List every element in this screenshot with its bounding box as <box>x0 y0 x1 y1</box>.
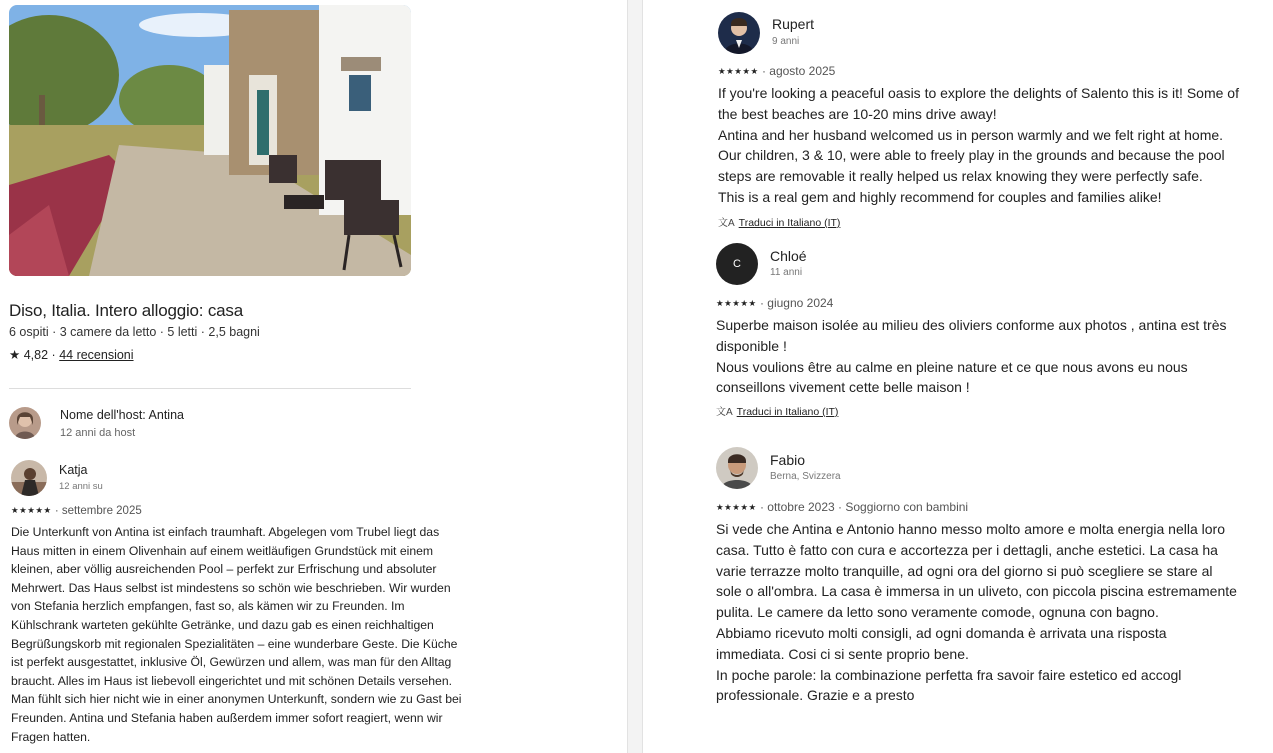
review-line: conseillons vivement cette belle maison ! <box>716 379 970 396</box>
review-line: If you're looking a peaceful oasis to explore the delights of Salento this is it! Some of <box>718 85 1239 101</box>
page-gutter <box>627 0 643 753</box>
review-rating-chloe <box>716 296 833 310</box>
review-rating-fabio <box>716 500 968 514</box>
reviewer-sub-rupert: 9 anni <box>772 36 800 47</box>
translate-icon: 文A <box>716 407 733 418</box>
reviewer-sub-fabio: Berna, Svizzera <box>770 471 841 482</box>
listing-title: Diso, Italia. Intero alloggio: casa <box>9 301 243 320</box>
listing-photo[interactable] <box>9 5 411 276</box>
section-divider <box>9 388 411 389</box>
listing-rating <box>9 347 134 362</box>
review-line: Antina and her husband welcomed us in person warmly and we felt right at home. <box>718 126 1224 143</box>
review-line: This is a real gem and highly recommend for couples and families alike! <box>718 188 1162 205</box>
review-line: Begrüßungskorb mit regionalen Spezialitäten – eine wunderbare Geste. Die Küche <box>11 636 458 651</box>
review-line: Si vede che Antina e Antonio hanno messo molto amore e molta energia nella loro <box>716 521 1225 537</box>
reviewer-name-rupert: Rupert <box>772 16 815 32</box>
review-line: Our children, 3 & 10, were able to freely play in the grounds and because the pool <box>718 147 1225 164</box>
translate-link-chloe[interactable] <box>716 403 838 418</box>
reviewer-avatar-chloe[interactable] <box>716 243 758 285</box>
reviewer-name-katja: Katja <box>59 463 88 477</box>
reviewer-avatar-fabio[interactable] <box>716 447 758 489</box>
review-rating-rupert <box>718 64 835 78</box>
left-page <box>0 0 627 753</box>
review-line: disponible ! <box>716 337 787 354</box>
rating-separator: · <box>51 348 56 362</box>
reviewer-avatar-rupert[interactable] <box>718 12 760 54</box>
five-stars-icon: ★★★★★ <box>11 505 52 515</box>
review-line: Man fühlt sich hier nicht wie in einer anonymen Unterkunft, sondern wie zu Gast bei <box>11 692 462 707</box>
host-avatar[interactable] <box>9 407 41 439</box>
star-icon: ★ <box>9 348 21 362</box>
five-stars-icon: ★★★★★ <box>716 298 757 308</box>
right-page <box>643 0 1273 753</box>
review-date: · giugno 2024 <box>759 296 834 310</box>
review-line: Kühlschrank warteten gekühlte Getränke, und dazu gab es einen reichhaltigen <box>11 617 434 632</box>
review-text-katja <box>11 523 462 746</box>
review-line: Freunden. Antina und Stefania haben außerdem immer sofort reagiert, wenn wir <box>11 710 443 725</box>
reviews-link[interactable]: 44 recensioni <box>59 348 134 362</box>
review-line: Haus mitten in einem Olivenhain auf einem weitläufigen Grundstück mit einem <box>11 543 434 558</box>
review-line: Superbe maison isolée au milieu des oliviers conforme aux photos , antina est très <box>716 317 1227 333</box>
translate-label: Traduci in Italiano (IT) <box>738 217 841 229</box>
review-line: professionale. Grazie e a presto <box>716 687 915 704</box>
reviewer-sub-chloe: 11 anni <box>770 267 803 278</box>
review-line: In poche parole: la combinazione perfetta fra savoir faire estetico ed accogl <box>716 666 1182 683</box>
reviewer-name-chloe: Chloé <box>770 248 807 264</box>
review-date: · ottobre 2023 · Soggiorno con bambini <box>759 500 969 514</box>
review-rating-katja <box>11 505 142 517</box>
review-line: ist perfekt ausgestattet, inklusive Öl, Gewürzen und allem, was man für den Alltag <box>11 655 452 670</box>
review-line: Mehrwert. Das Haus selbst ist mindestens so schön wie beschrieben. Wir wurden <box>11 580 451 595</box>
review-text-rupert <box>718 83 1239 208</box>
review-line: the best beaches are 10-20 mins drive away! <box>718 105 997 122</box>
five-stars-icon: ★★★★★ <box>718 66 759 76</box>
review-date: · agosto 2025 <box>761 64 836 78</box>
review-line: Abbiamo ricevuto molti consigli, ad ogni domanda è arrivata una risposta <box>716 624 1167 641</box>
review-line: Die Unterkunft von Antina ist einfach traumhaft. Abgelegen vom Trubel liegt das <box>11 525 440 539</box>
review-line: immediata. Cosi ci si sente proprio bene. <box>716 645 969 662</box>
translate-link-rupert[interactable] <box>718 214 840 229</box>
review-text-fabio <box>716 519 1237 706</box>
review-line: Fragen hatten. <box>11 729 91 744</box>
reviewer-name-fabio: Fabio <box>770 452 806 468</box>
review-line: Nous voulions être au calme en pleine nature et ce que nous avons eu nous <box>716 358 1188 375</box>
review-line: kleinen, aber völlig ausreichenden Pool – perfekt zur Erfrischung und absoluter <box>11 562 437 577</box>
review-line: varie terrazze molto tranquille, ad ogni ora del giorno si può scegliere se stare al <box>716 562 1213 579</box>
review-line: casa. Tutto è fatto con cura e accortezza per i dettagli, anche estetici. La casa ha <box>716 541 1218 558</box>
review-line: pulita. Le camere da letto sono veramente comode, ognuna con bagno. <box>716 604 1159 621</box>
review-date: · settembre 2025 <box>54 505 142 517</box>
translate-label: Traduci in Italiano (IT) <box>736 406 839 418</box>
host-name: Nome dell'host: Antina <box>60 408 184 422</box>
review-line: steps are removable it really helped us relax knowing they were perfectly safe. <box>718 168 1203 185</box>
review-line: braucht. Alles im Haus ist liebevoll eingerichtet und mit schönen Details versehen. <box>11 673 453 688</box>
translate-icon: 文A <box>718 218 735 229</box>
review-line: von Stefania herzlich empfangen, fast so, als kämen wir zu Freunden. Im <box>11 599 405 614</box>
review-text-chloe <box>716 315 1227 398</box>
reviewer-avatar-katja[interactable] <box>11 460 47 496</box>
host-tenure: 12 anni da host <box>60 427 136 439</box>
rating-value: 4,82 <box>23 348 49 362</box>
listing-details: 6 ospiti · 3 camere da letto · 5 letti · 2,5 bagni <box>9 325 260 339</box>
five-stars-icon: ★★★★★ <box>716 502 757 512</box>
listing-photo-image <box>9 5 411 276</box>
review-line: sole o all'ombra. La casa è immersa in un uliveto, con piccola piscina estremamente <box>716 583 1237 600</box>
reviewer-sub-katja: 12 anni su <box>59 481 103 492</box>
avatar-initial: C <box>733 258 741 270</box>
